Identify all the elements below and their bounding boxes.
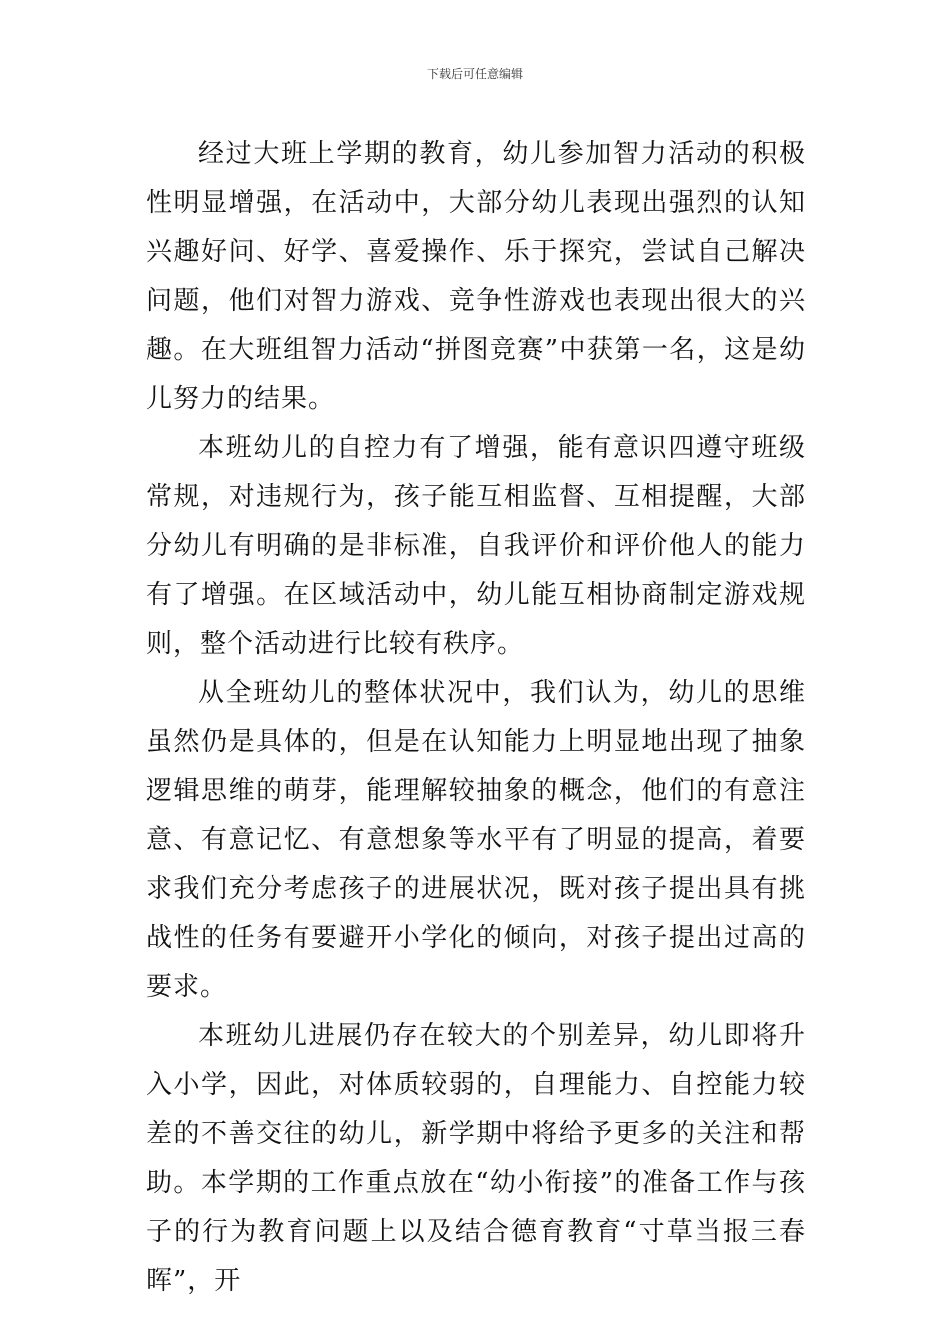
document-body (146, 130, 806, 1306)
paragraph: 本班幼儿进展仍存在较大的个别差异，幼儿即将升入小学，因此，对体质较弱的，自理能力、自控能力较差的不善交往的幼儿，新学期中将给予更多的关注和帮助。本学期的工作重点放在“幼小衔接”的准备工作与孩子的行为教育问题上以及结合德育教育“寸草当报三春晖”，开 (146, 1021, 806, 1296)
paragraph: 本班幼儿的自控力有了增强，能有意识四遵守班级常规，对违规行为，孩子能互相监督、互相提醒，大部分幼儿有明确的是非标准，自我评价和评价他人的能力有了增强。在区域活动中，幼儿能互相协商制定游戏规则，整个活动进行比较有秩序。 (146, 433, 806, 659)
page-header: 下载后可任意编辑 (426, 67, 523, 81)
paragraph: 从全班幼儿的整体状况中，我们认为，幼儿的思维虽然仍是具体的，但是在认知能力上明显地出现了抽象逻辑思维的萌芽，能理解较抽象的概念，他们的有意注意、有意记忆、有意想象等水平有了明显的提高，着要求我们充分考虑孩子的进展状况，既对孩子提出具有挑战性的任务有要避开小学化的倾向，对孩子提出过高的要求。 (146, 678, 806, 1002)
paragraph: 经过大班上学期的教育，幼儿参加智力活动的积极性明显增强，在活动中，大部分幼儿表现出强烈的认知兴趣好问、好学、喜爱操作、乐于探究，尝试自己解决问题，他们对智力游戏、竞争性游戏也表现出很大的兴趣。在大班组智力活动“拼图竞赛”中获第一名，这是幼儿努力的结果。 (146, 139, 806, 414)
